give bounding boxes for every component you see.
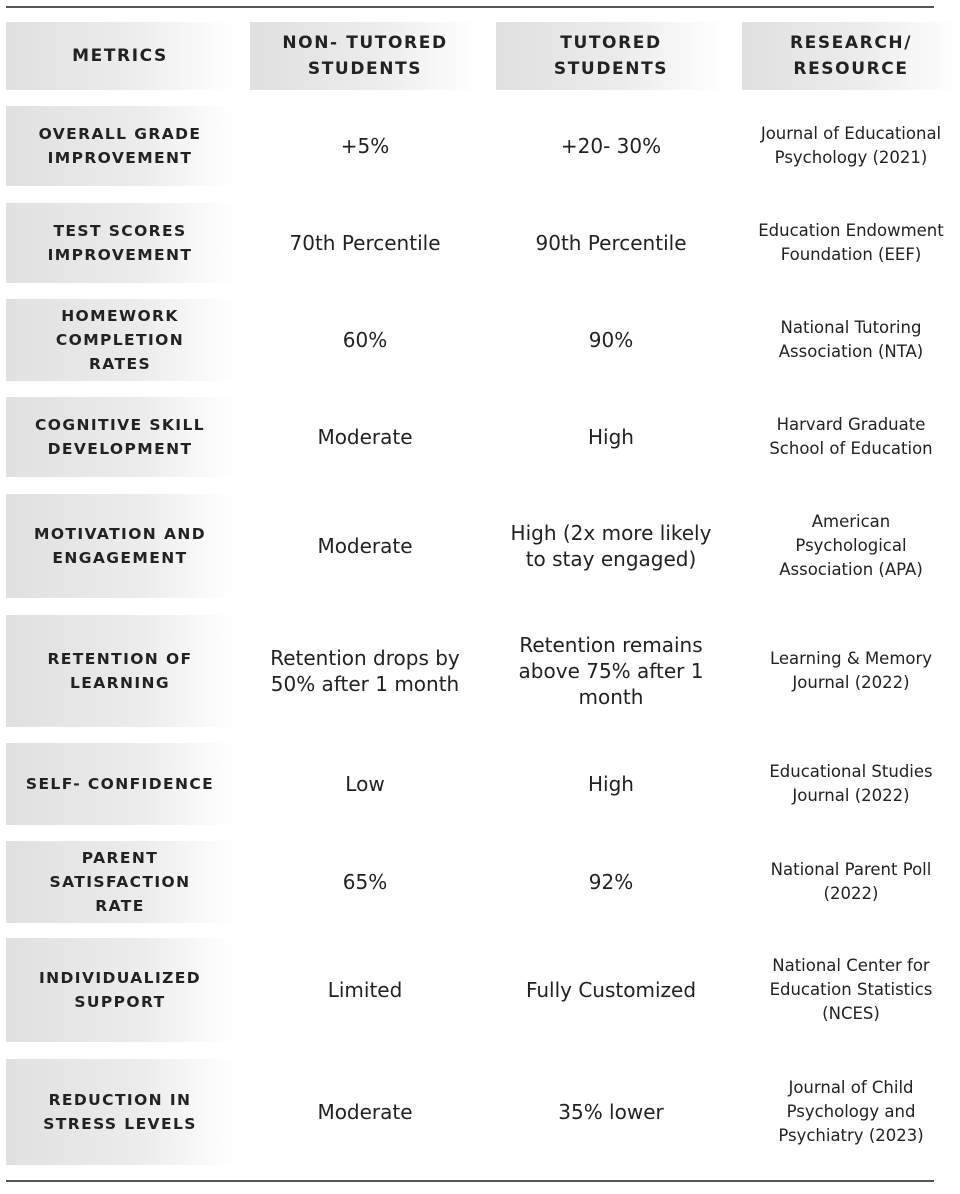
non-tutored-text: Low xyxy=(345,772,385,796)
tutored-text: High (2x more likely to stay engaged) xyxy=(510,521,712,571)
metric-label: TEST SCORES IMPROVEMENT xyxy=(47,222,193,264)
source-text: Education Endowment Foundation (EEF) xyxy=(758,221,944,264)
tutored-text: 92% xyxy=(588,870,634,894)
non-tutored-value xyxy=(250,494,480,598)
non-tutored-value xyxy=(250,615,480,727)
tutored-text: Fully Customized xyxy=(525,978,697,1002)
non-tutored-value xyxy=(250,841,480,923)
metric-label: INDIVIDUALIZED SUPPORT xyxy=(38,969,202,1011)
source-text: Harvard Graduate School of Education xyxy=(769,415,933,458)
source-text: National Parent Poll (2022) xyxy=(770,860,932,903)
tutored-value xyxy=(496,1059,726,1165)
non-tutored-text: Limited xyxy=(327,978,403,1002)
tutored-value xyxy=(496,938,726,1042)
non-tutored-text: Retention drops by 50% after 1 month xyxy=(270,646,460,696)
table-row-metric xyxy=(6,1059,234,1165)
source-text: Journal of Educational Psychology (2021) xyxy=(760,124,942,167)
table-row-metric xyxy=(6,106,234,186)
non-tutored-value xyxy=(250,299,480,381)
source-value xyxy=(742,494,960,598)
tutored-text: High xyxy=(588,425,634,449)
table-row-metric xyxy=(6,938,234,1042)
source-text: Educational Studies Journal (2022) xyxy=(769,762,933,805)
source-text: American Psychological Association (APA) xyxy=(779,512,923,579)
tutored-text: High xyxy=(588,772,634,796)
source-value xyxy=(742,397,960,477)
tutored-value xyxy=(496,203,726,283)
header-research-label: RESEARCH/ RESOURCE xyxy=(789,33,913,79)
non-tutored-value xyxy=(250,203,480,283)
source-text: National Center for Education Statistics (NCES) xyxy=(769,956,933,1023)
top-rule xyxy=(6,6,934,8)
source-value xyxy=(742,938,960,1042)
source-value xyxy=(742,1059,960,1165)
non-tutored-text: 60% xyxy=(342,328,388,352)
header-tutored-label: TUTORED STUDENTS xyxy=(553,33,669,79)
metric-label: REDUCTION IN STRESS LEVELS xyxy=(43,1091,197,1133)
non-tutored-text: Moderate xyxy=(317,534,413,558)
source-text: Journal of Child Psychology and Psychiatry (2023) xyxy=(778,1078,924,1145)
source-value xyxy=(742,841,960,923)
table-row-metric xyxy=(6,299,234,381)
tutored-text: 90% xyxy=(588,328,634,352)
tutored-value xyxy=(496,615,726,727)
header-metrics-label: METRICS xyxy=(72,46,168,66)
metric-label: HOMEWORK COMPLETION RATES xyxy=(55,307,185,373)
metric-label: RETENTION OF LEARNING xyxy=(47,650,193,692)
table-row-metric xyxy=(6,615,234,727)
non-tutored-value xyxy=(250,397,480,477)
bottom-rule xyxy=(6,1180,934,1182)
header-metrics xyxy=(6,22,234,90)
source-value xyxy=(742,203,960,283)
source-text: National Tutoring Association (NTA) xyxy=(778,318,924,361)
tutored-text: 90th Percentile xyxy=(535,231,687,255)
table-row-metric xyxy=(6,743,234,825)
source-text: Learning & Memory Journal (2022) xyxy=(769,649,933,692)
source-value xyxy=(742,299,960,381)
table-row-metric xyxy=(6,203,234,283)
table-row-metric xyxy=(6,841,234,923)
header-tutored xyxy=(496,22,726,90)
header-non-tutored-label: NON- TUTORED STUDENTS xyxy=(282,33,448,79)
tutored-value xyxy=(496,106,726,186)
table-row-metric xyxy=(6,494,234,598)
tutored-text: 35% lower xyxy=(558,1100,664,1124)
metric-label: COGNITIVE SKILL DEVELOPMENT xyxy=(34,416,206,458)
tutored-text: +20- 30% xyxy=(560,134,662,158)
tutored-value xyxy=(496,743,726,825)
tutored-value xyxy=(496,494,726,598)
header-research xyxy=(742,22,960,90)
non-tutored-text: 70th Percentile xyxy=(289,231,441,255)
source-value xyxy=(742,615,960,727)
header-non-tutored xyxy=(250,22,480,90)
non-tutored-text: Moderate xyxy=(317,425,413,449)
non-tutored-text: 65% xyxy=(342,870,388,894)
tutored-value xyxy=(496,841,726,923)
non-tutored-value xyxy=(250,106,480,186)
tutored-value xyxy=(496,397,726,477)
metric-label: MOTIVATION AND ENGAGEMENT xyxy=(34,525,206,567)
metric-label: SELF- CONFIDENCE xyxy=(25,775,215,793)
tutored-text: Retention remains above 75% after 1 month xyxy=(518,633,704,709)
non-tutored-value xyxy=(250,1059,480,1165)
source-value xyxy=(742,743,960,825)
non-tutored-text: Moderate xyxy=(317,1100,413,1124)
non-tutored-value xyxy=(250,743,480,825)
tutored-value xyxy=(496,299,726,381)
table-row-metric xyxy=(6,397,234,477)
source-value xyxy=(742,106,960,186)
metric-label: OVERALL GRADE IMPROVEMENT xyxy=(38,125,202,167)
non-tutored-text: +5% xyxy=(340,134,390,158)
metric-label: PARENT SATISFACTION RATE xyxy=(49,849,191,915)
non-tutored-value xyxy=(250,938,480,1042)
